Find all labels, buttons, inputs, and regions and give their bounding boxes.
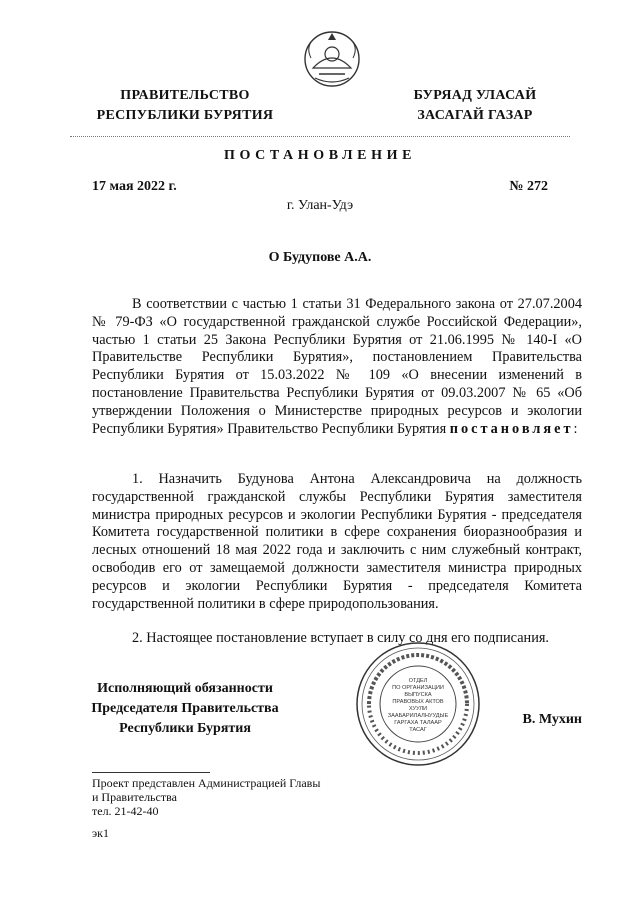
clause-2: 2. Настоящее постановление вступает в силу со дня его подписания. (132, 630, 549, 646)
header-divider (70, 136, 570, 137)
stamp-line3: ВЫПУСКА (404, 692, 432, 698)
signatory-name: В. Мухин (522, 712, 582, 727)
preamble-paragraph (92, 296, 582, 438)
coat-of-arms-icon (301, 28, 363, 90)
footnote-phone: тел. 21-42-40 (92, 804, 159, 818)
issuer-header-ru (80, 86, 290, 126)
stamp-line2: ПО ОРГАНИЗАЦИИ (392, 685, 444, 691)
issuer-ru-line1: ПРАВИТЕЛЬСТВО (120, 88, 250, 103)
document-city: г. Улан-Удэ (286, 198, 354, 213)
footnote (92, 776, 320, 818)
stamp-line5: ХУУЛИ (408, 706, 428, 712)
official-stamp (354, 640, 482, 768)
issuer-header-bua (390, 86, 560, 126)
clause-1: 1. Назначить Будунова Антона Александровича на должность государственной гражданской службы Республики Бурятия заместителя министра природных ресурсов и экологии Республики Бурятия - председателя Комитета государственной политики в сфере сохранения биоразнообразия и лесных отношений 18 мая 2022 года и заключить с ним служебный контракт, освободив его от замещаемой должности заместителя министра природных ресурсов и экологии Республики Бурятия - председателя Комитета государственной политики в сфере природопользования. (92, 471, 582, 612)
signatory-title-line2: Председателя Правительства (91, 701, 279, 716)
document-type: ПОСТАНОВЛЕНИЕ (223, 148, 417, 163)
preamble-colon: : (573, 420, 578, 437)
decree-verb: постановляет (449, 420, 574, 437)
footnote-line2: и Правительства (92, 790, 177, 804)
stamp-line1: ОТДЕЛ (408, 678, 428, 684)
signatory-title-line3: Республики Бурятия (119, 721, 251, 736)
stamp-line7: ГАРГАХА ТАЛААР (394, 720, 442, 726)
issuer-bua-line1: БУРЯАД УЛАСАЙ (413, 88, 537, 103)
document-number: № 272 (509, 179, 548, 194)
stamp-line4: ПРАВОВЫХ АКТОВ (392, 699, 444, 705)
issuer-ru-line2: РЕСПУБЛИКИ БУРЯТИЯ (96, 108, 274, 123)
document-code: эк1 (92, 826, 109, 840)
issuer-bua-line2: ЗАСАГАЙ ГАЗАР (417, 108, 533, 123)
document-date: 17 мая 2022 г. (92, 179, 177, 194)
signatory-title (80, 679, 290, 739)
footnote-line1: Проект представлен Администрацией Главы (92, 776, 321, 790)
footnote-divider (92, 772, 210, 773)
stamp-line6: ЗААБАРИЛАЛНУУДЫЕ (387, 713, 449, 719)
signatory-title-line1: Исполняющий обязанности (97, 681, 273, 696)
stamp-line8: ТАСАГ (409, 727, 427, 733)
preamble-text: В соответствии с частью 1 статьи 31 Федерального закона от 27.07.2004 № 79-ФЗ «О государственной гражданской службе Российской Федерации», частью 1 статьи 25 Закона Республики Бурятия от 21.06.1995 № 140-I «О Правительстве Республики Бурятия», постановлением Правительства Республики Бурятия от 15.03.2022 № 109 «О внесении изменений в постановление Правительства Республики Бурятия от 09.03.2007 № 65 «Об утверждении Положения о Министерстве природных ресурсов и экологии Республики Бурятия» Правительство Республики Бурятия (92, 296, 582, 437)
document-subject: О Будупове А.А. (268, 250, 372, 265)
